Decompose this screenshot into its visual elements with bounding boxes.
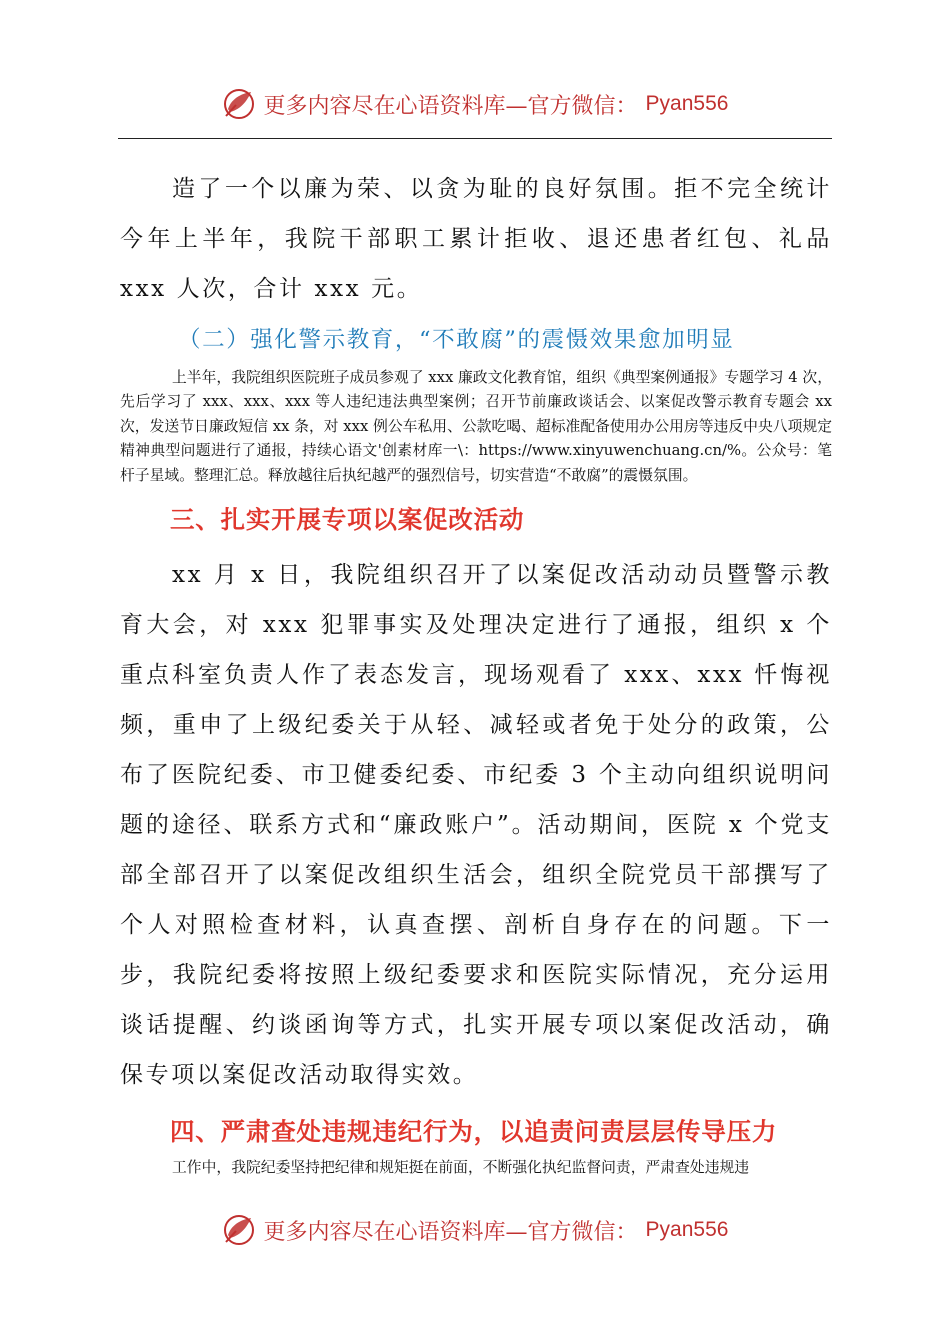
- paragraph-section-3: xx 月 x 日，我院组织召开了以案促改活动动员暨警示教育大会，对 xxx 犯罪事实及处理决定进行了通报，组织 x 个重点科室负责人作了表态发言，现场观看了 xxx、xxx 忏悔视频，重申了上级纪委关于从轻、减轻或者免于处分的政策，公布了医院纪委、市卫健委纪委、市纪委 3 个主动向组织说明问题的途径、联系方式和“廉政账户”。活动期间，医院 x 个党支部全部召开了以案促改组织生活会，组织全院党员干部撰写了个人对照检查材料，认真查摆、剖析自身存在的问题。下一步，我院纪委将按照上级纪委要求和医院实际情况，充分运用谈话提醒、约谈函询等方式，扎实开展专项以案促改活动，确保专项以案促改活动取得实效。: [120, 562, 832, 1089]
- watermark-text: 更多内容尽在心语资料库—官方微信：: [263, 93, 638, 119]
- paragraph-warning-education: 上半年，我院组织医院班子成员参观了 xxx 廉政文化教育馆，组织《典型案例通报》专题学习 4 次，先后学习了 xxx、xxx、xxx 等人违纪违法典型案例；召开节前廉政谈话会、以案促改警示教育专题会 xx 次，发送节日廉政短信 xx 条，对 xxx 例公车私用、公款吃喝、超标准配备使用办公用房等违反中央八项规定精神典型问题进行了通报，持续心语文'创素材库一\：https://www.xinyuwenchuang.cn/%。公众号：笔杆子星域。整理汇总。释放越往后执纪越严的强烈信号，切实营造“不敢腐”的震慑氛围。: [120, 369, 832, 484]
- pen-leaf-logo-icon: [222, 1213, 256, 1247]
- watermark-text: 更多内容尽在心语资料库—官方微信：: [263, 1219, 638, 1245]
- subheading-warning-education: （二）强化警示教育，“不敢腐”的震慑效果愈加明显: [178, 327, 735, 353]
- pen-leaf-logo-icon: [222, 87, 256, 121]
- footer-watermark: [0, 1210, 950, 1250]
- paragraph-section-4-start: 工作中，我院纪委坚持把纪律和规矩挺在前面，不断强化执纪监督问责，严肃查处违规违: [172, 1159, 750, 1177]
- section-heading-4: 四、严肃查处违规违纪行为，以追责问责层层传导压力: [170, 1117, 778, 1147]
- paragraph-continued: 造了一个以廉为荣、以贪为耻的良好氛围。拒不完全统计今年上半年，我院干部职工累计拒收、退还患者红包、礼品 xxx 人次，合计 xxx 元。: [120, 176, 832, 302]
- watermark-wechat-id: Pyan556: [645, 92, 729, 115]
- header-divider: [118, 138, 832, 139]
- watermark-wechat-id: Pyan556: [645, 1218, 729, 1241]
- document-body: [120, 164, 832, 1180]
- section-heading-3: 三、扎实开展专项以案促改活动: [170, 505, 525, 535]
- header-watermark: [0, 84, 950, 124]
